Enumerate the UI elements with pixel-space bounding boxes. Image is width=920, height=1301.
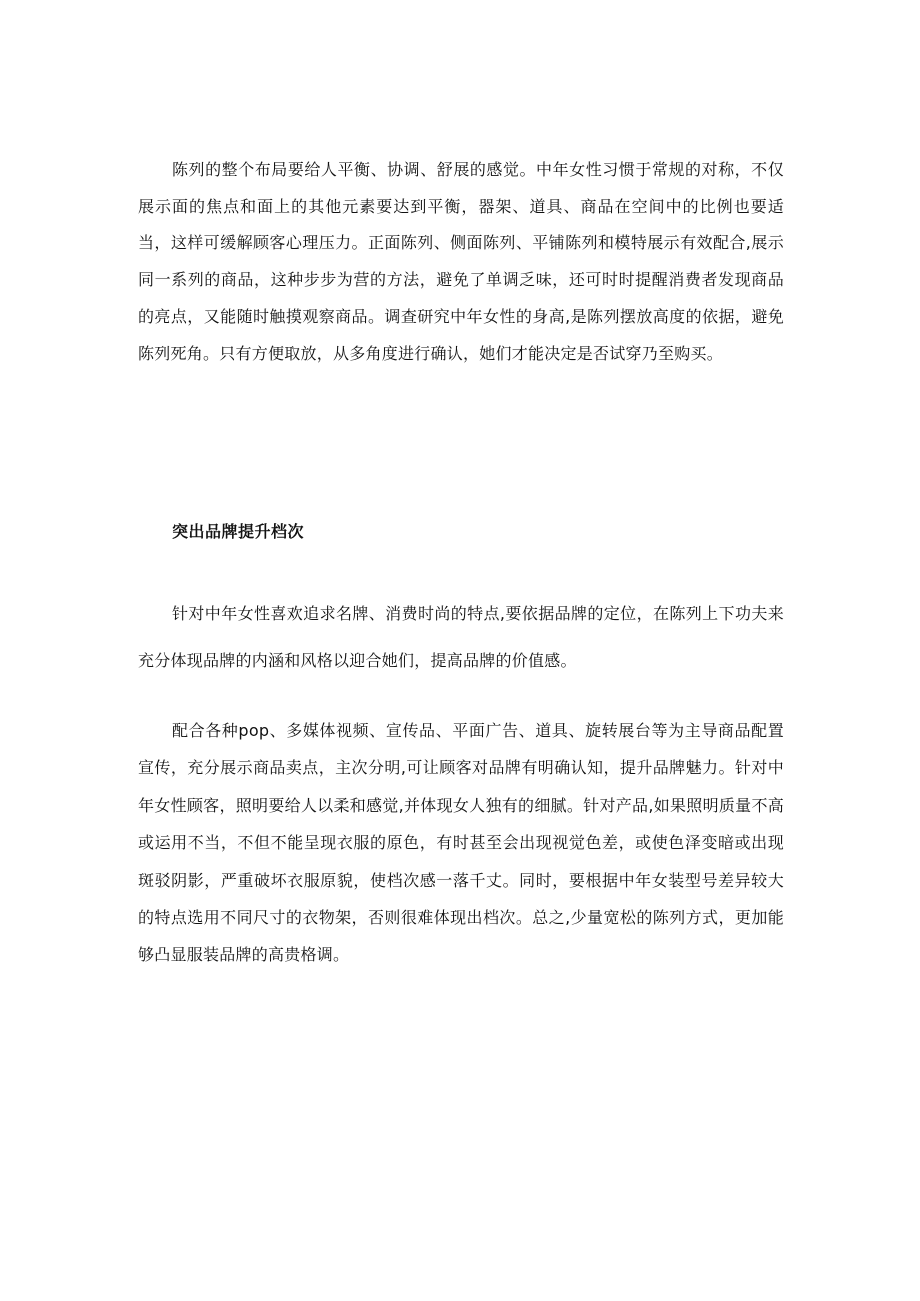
paragraph-brand-positioning: 针对中年女性喜欢追求名牌、消费时尚的特点,要依据品牌的定位，在陈列上下功夫来充分体现品牌的内涵和风格以迎合她们，提高品牌的价值感。 (138, 604, 784, 670)
paragraph-promotion-lighting: 配合各种pop、多媒体视频、宣传品、平面广告、道具、旋转展台等为主导商品配置宣传，充分展示商品卖点，主次分明,可让顾客对品牌有明确认知，提升品牌魅力。针对中年女性顾客，照明要给人以柔和感觉,并体现女人独有的细腻。针对产品,如果照明质量不高或运用不当，不但不能呈现衣服的原色，有时甚至会出现视觉色差，或使色泽变暗或出现斑驳阴影，严重破坏衣服原貌，使档次感一落千丈。同时，要根据中年女装型号差异较大的特点选用不同尺寸的衣物架，否则很难体现出档次。总之,少量宽松的陈列方式，更加能够凸显服装品牌的高贵格调。 (138, 721, 784, 965)
section-heading: 突出品牌提升档次 (172, 522, 305, 541)
paragraph-display-layout: 陈列的整个布局要给人平衡、协调、舒展的感觉。中年女性习惯于常规的对称，不仅展示面的焦点和面上的其他元素要达到平衡，器架、道具、商品在空间中的比例也要适当，这样可缓解顾客心理压力。正面陈列、侧面陈列、平铺陈列和模特展示有效配合,展示同一系列的商品，这种步步为营的方法，避免了单调乏味，还可时时提醒消费者发现商品的亮点，又能随时触摸观察商品。调查研究中年女性的身高,是陈列摆放高度的依据，避免陈列死角。只有方便取放，从多角度进行确认，她们才能决定是否试穿乃至购买。 (138, 160, 784, 363)
